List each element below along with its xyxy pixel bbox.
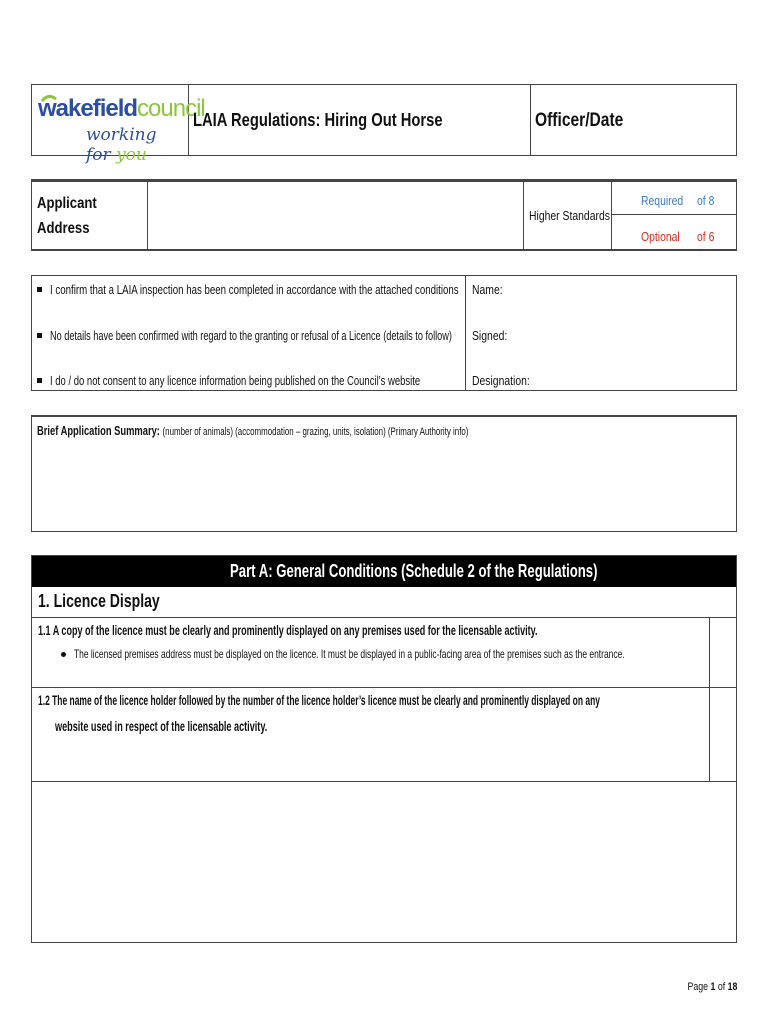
logo-wordmark-council: council	[137, 95, 205, 122]
page-of: of	[714, 981, 728, 993]
higher-standards-label: Higher Standards	[529, 208, 610, 223]
optional-count[interactable]: of 6	[697, 229, 715, 244]
signed-field[interactable]	[472, 326, 732, 346]
page-total: 18	[727, 981, 737, 993]
rule	[32, 617, 736, 618]
officer-date-cell[interactable]	[531, 85, 736, 155]
bullet-square-icon	[37, 378, 42, 383]
page-current: 1	[710, 981, 715, 993]
page-number	[687, 981, 737, 993]
logo-tagline-working-for: working for	[86, 125, 157, 165]
notes-box[interactable]	[32, 782, 736, 942]
designation-field[interactable]	[472, 371, 732, 391]
signed-label: Signed:	[472, 328, 508, 343]
confirmation-text: I do / do not consent to any licence information being published on the Council’s website	[50, 373, 421, 388]
confirmation-item[interactable]	[37, 326, 463, 346]
name-label: Name:	[472, 282, 503, 297]
condition-1-2-line1: 1.2 The name of the licence holder followed by the number of the licence holder’s licence must be clearly and prominently displayed on any	[38, 692, 600, 708]
header-table	[31, 84, 737, 165]
optional-row	[612, 215, 736, 249]
designation-label: Designation:	[472, 373, 530, 388]
section-title: 1. Licence Display	[38, 591, 160, 611]
applicant-address-label-cell	[32, 182, 148, 249]
page-prefix: Page	[687, 981, 711, 993]
condition-1-1-bullet: The licensed premises address must be displayed on the licence. It must be displayed in a public-facing area of the premises such as the entrance.	[74, 647, 625, 661]
condition-1-1-check-cell[interactable]	[710, 618, 736, 687]
bullet-dot-icon	[61, 652, 66, 657]
required-count[interactable]: of 8	[697, 193, 715, 208]
bullet-square-icon	[37, 333, 42, 338]
logo-tagline-you: you	[116, 145, 147, 165]
council-logo	[38, 91, 205, 165]
confirmation-item[interactable]	[37, 371, 463, 391]
summary-heading	[37, 423, 468, 438]
title-cell	[189, 85, 531, 155]
confirmation-text: No details have been confirmed with regard to the granting or refusal of a Licence (details to follow)	[50, 328, 452, 343]
application-summary-box[interactable]	[31, 415, 737, 532]
required-label: Required	[641, 193, 684, 208]
officer-date-label: Officer/Date	[535, 110, 624, 131]
address-label: Address	[37, 220, 90, 237]
confirmation-item[interactable]	[37, 280, 463, 300]
higher-standards-cell	[524, 182, 612, 249]
optional-label: Optional	[641, 229, 680, 244]
condition-1-1-heading: 1.1 A copy of the licence must be clearly and prominently displayed on any premises used for the licensable activity.	[38, 622, 538, 638]
column-divider	[465, 276, 466, 390]
part-a-table	[31, 555, 737, 943]
confirmation-table	[31, 275, 737, 391]
applicant-label: Applicant	[37, 195, 97, 212]
name-field[interactable]	[472, 280, 732, 300]
part-a-title: Part A: General Conditions (Schedule 2 of the Regulations)	[230, 561, 598, 581]
bullet-square-icon	[37, 287, 42, 292]
condition-1-2-check-cell[interactable]	[710, 688, 736, 781]
required-row	[612, 182, 736, 215]
applicant-address-field[interactable]	[148, 182, 524, 249]
document-title: LAIA Regulations: Hiring Out Horse	[193, 110, 443, 130]
summary-hint: (number of animals) (accommodation – grazing, units, isolation) (Primary Authority info)	[162, 426, 469, 438]
logo-cell	[32, 85, 205, 165]
confirmation-text: I confirm that a LAIA inspection has been completed in accordance with the attached conditions	[50, 282, 459, 297]
rule	[32, 687, 736, 688]
applicant-table	[31, 179, 737, 251]
logo-wordmark-wakefield: wakefield	[38, 95, 138, 122]
summary-label: Brief Application Summary:	[37, 423, 160, 438]
condition-1-2-line2: website used in respect of the licensable activity.	[55, 718, 268, 734]
part-a-title-bar	[32, 556, 736, 587]
